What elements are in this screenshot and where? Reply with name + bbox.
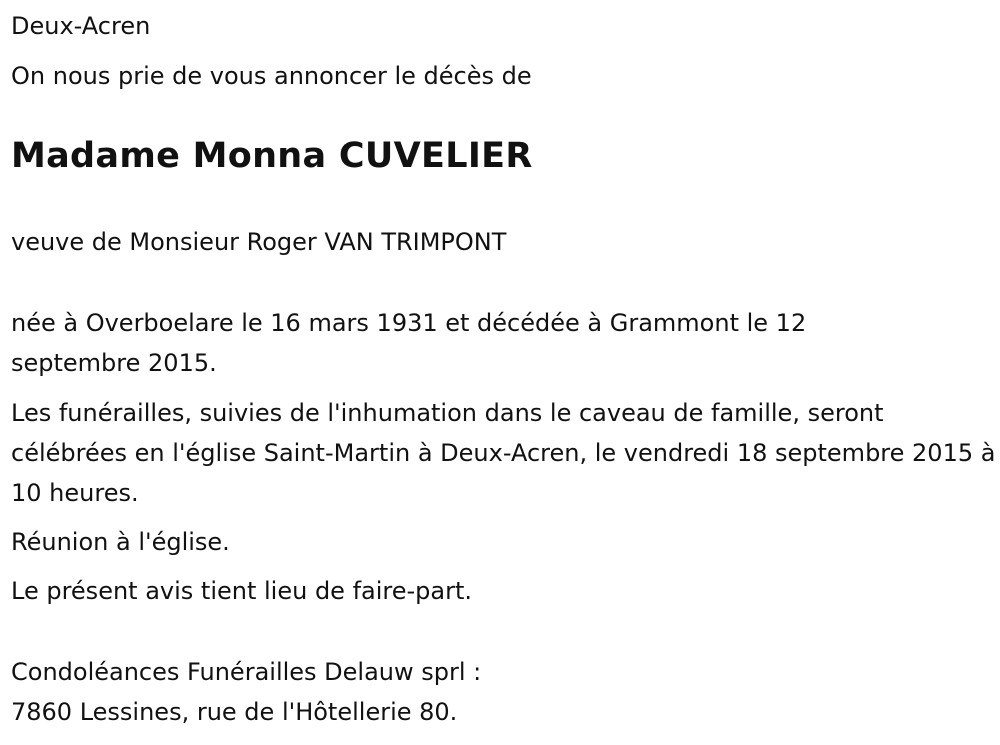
place-line: Deux-Acren [11,12,151,40]
address-line: 7860 Lessines, rue de l'Hôtellerie 80. [11,698,458,726]
meeting-line: Réunion à l'église. [11,528,230,556]
birth-death-paragraph: née à Overboelare le 16 mars 1931 et décédée à Grammont le 12 septembre 2015. [11,309,807,377]
spouse-line: veuve de Monsieur Roger VAN TRIMPONT [11,228,507,256]
intro-line: On nous prie de vous annoncer le décès de [11,62,532,90]
condolences-line: Condoléances Funérailles Delauw sprl : [11,658,482,686]
deceased-name: Madame Monna CUVELIER [11,136,533,176]
funeral-paragraph: Les funérailles, suivies de l'inhumation dans le caveau de famille, seront célébrées en l'église Saint-Martin à Deux-Acren, le vendredi 18 septembre 2015 à 10 heures. [11,399,996,507]
notice-line: Le présent avis tient lieu de faire-part. [11,577,473,605]
